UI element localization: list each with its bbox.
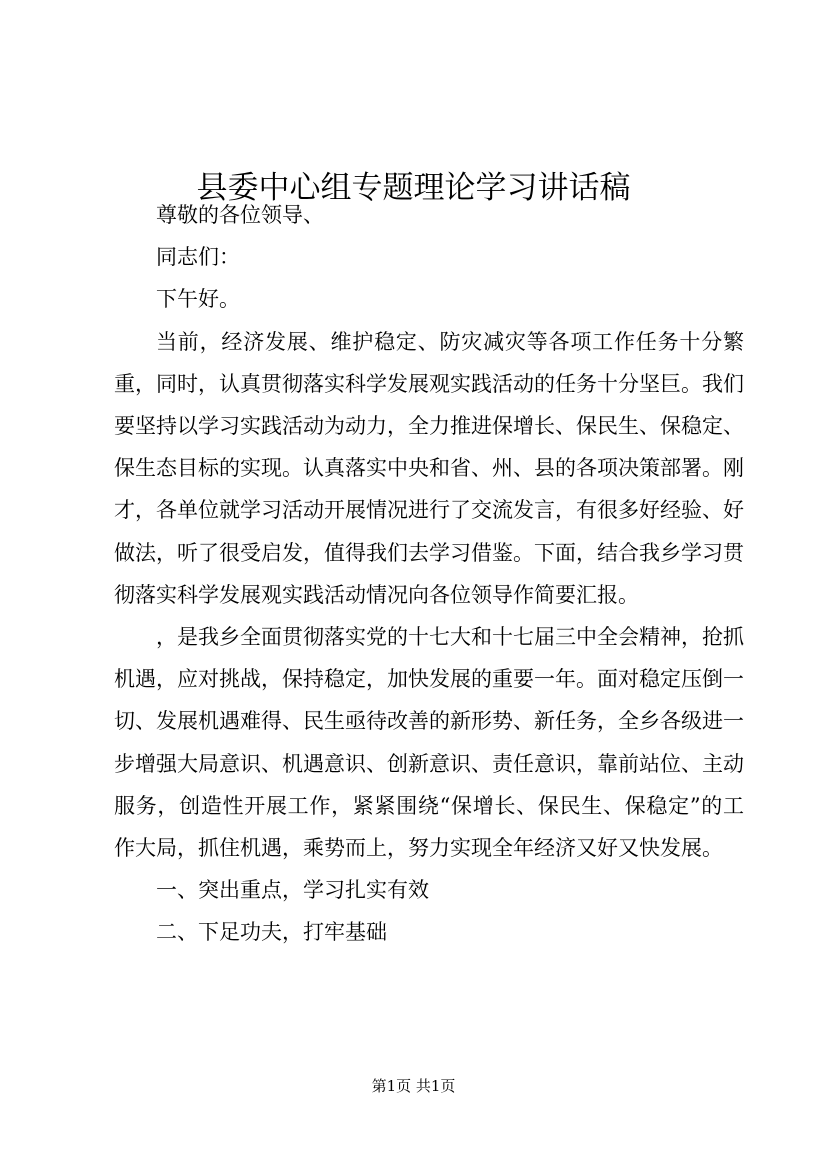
greeting-line: 下午好。 [156,287,240,312]
section-heading-2: 二、下足功夫，打牢基础 [156,920,387,945]
document-body [114,194,744,954]
salutation-line-2: 同志们： [156,245,240,270]
body-paragraph-2: ，是我乡全面贯彻落实党的十七大和十七届三中全会精神，抢抓机遇，应对挑战，保持稳定，加快发展的重要一年。面对稳定压倒一切、发展机遇难得、民生亟待改善的新形势、新任务，全乡各级进一步增强大局意识、机遇意识、创新意识、责任意识，靠前站位、主动服务，创造性开展工作，紧紧围绕“保增长、保民生、保稳定”的工作大局，抓住机遇，乘势而上，努力实现全年经济又好又快发展。 [114,625,744,861]
salutation-line-1: 尊敬的各位领导、 [156,203,324,227]
body-paragraph-1: 当前，经济发展、维护稳定、防灾减灾等各项工作任务十分繁重，同时，认真贯彻落实科学发展观实践活动的任务十分坚巨。我们要坚持以学习实践活动为动力，全力推进保增长、保民生、保稳定、保生态目标的实现。认真落实中央和省、州、县的各项决策部署。刚才，各单位就学习活动开展情况进行了交流发言，有很多好经验、好做法，听了很受启发，值得我们去学习借鉴。下面，结合我乡学习贯彻落实科学发展观实践活动情况向各位领导作简要汇报。 [114,329,744,607]
page-number-footer: 第1页 共1页 [371,1077,456,1095]
document-title: 县委中心组专题理论学习讲话稿 [196,169,631,206]
section-heading-1: 一、突出重点，学习扎实有效 [156,878,429,903]
